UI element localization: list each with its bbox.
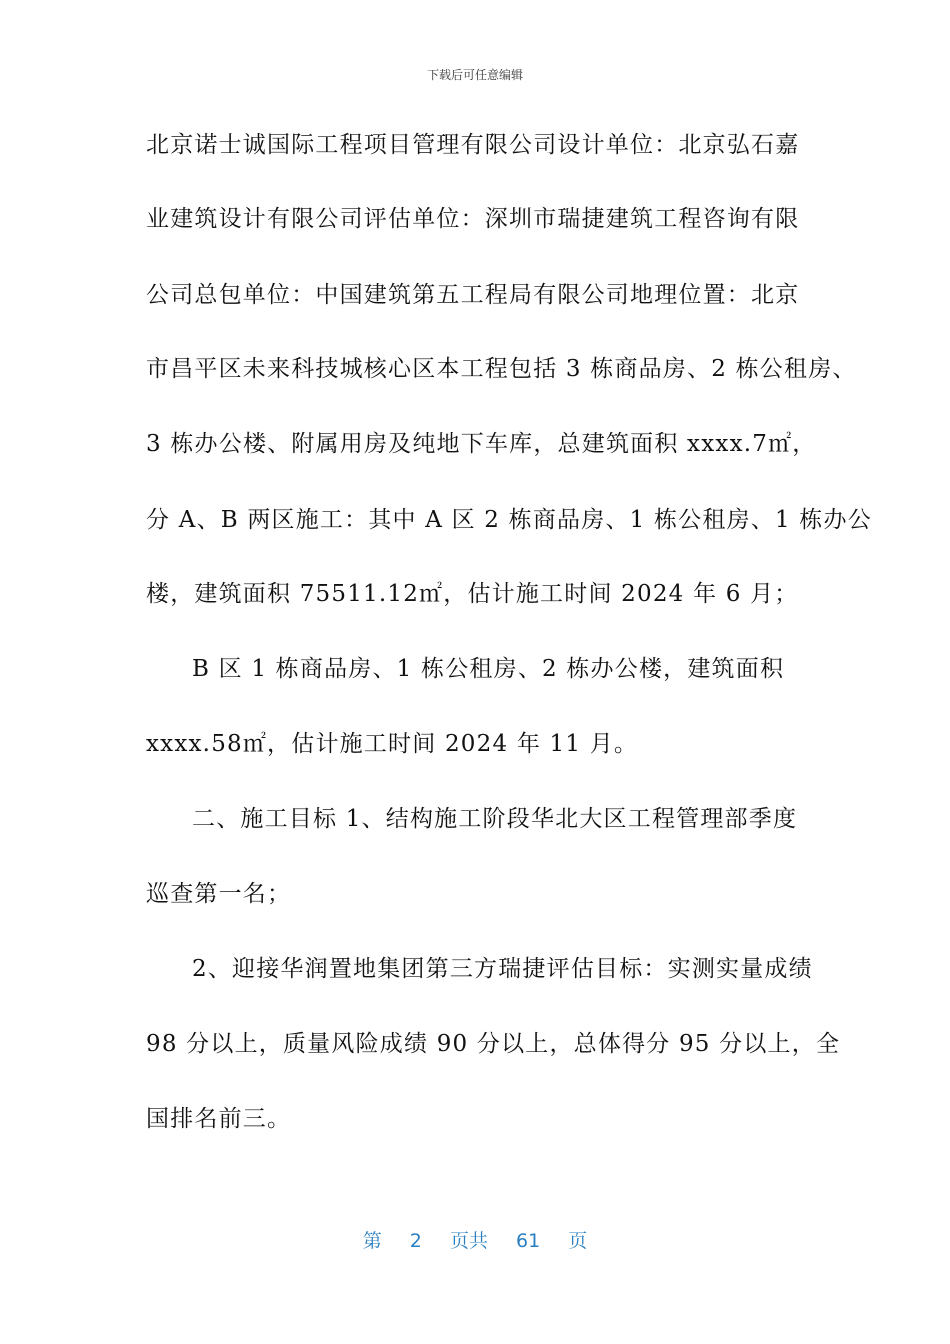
body-line-9: xxxx.58㎡，估计施工时间 2024 年 11 月。 (146, 731, 639, 757)
body-line-6: 分 A、B 两区施工：其中 A 区 2 栋商品房、1 栋公租房、1 栋办公 (146, 507, 872, 533)
body-line-7: 楼，建筑面积 75511.12㎡，估计施工时间 2024 年 6 月； (146, 581, 799, 607)
footer-total-pages: 61 (516, 1230, 541, 1252)
body-line-14: 国排名前三。 (146, 1106, 292, 1132)
body-line-10: 二、施工目标 1、结构施工阶段华北大区工程管理部季度 (192, 806, 798, 832)
body-line-2: 业建筑设计有限公司评估单位：深圳市瑞捷建筑工程咨询有限 (146, 206, 800, 232)
footer-suffix: 页 (568, 1230, 588, 1252)
body-line-8: B 区 1 栋商品房、1 栋公租房、2 栋办公楼，建筑面积 (192, 656, 785, 682)
body-line-13: 98 分以上，质量风险成绩 90 分以上，总体得分 95 分以上，全 (146, 1031, 841, 1057)
page-header-note: 下载后可任意编辑 (426, 68, 523, 82)
footer-middle: 页共 (449, 1230, 488, 1252)
body-line-4: 市昌平区未来科技城核心区本工程包括 3 栋商品房、2 栋公租房、 (146, 356, 857, 382)
body-line-5: 3 栋办公楼、附属用房及纯地下车库，总建筑面积 xxxx.7㎡， (146, 431, 817, 457)
footer-page-number: 2 (409, 1230, 422, 1252)
body-line-3: 公司总包单位：中国建筑第五工程局有限公司地理位置：北京 (146, 282, 800, 308)
footer-prefix: 第 (362, 1230, 382, 1252)
body-line-11: 巡查第一名； (146, 881, 292, 907)
body-line-1: 北京诺士诚国际工程项目管理有限公司设计单位：北京弘石嘉 (146, 132, 800, 158)
body-line-12: 2、迎接华润置地集团第三方瑞捷评估目标：实测实量成绩 (192, 956, 813, 982)
page-footer (0, 1226, 950, 1253)
